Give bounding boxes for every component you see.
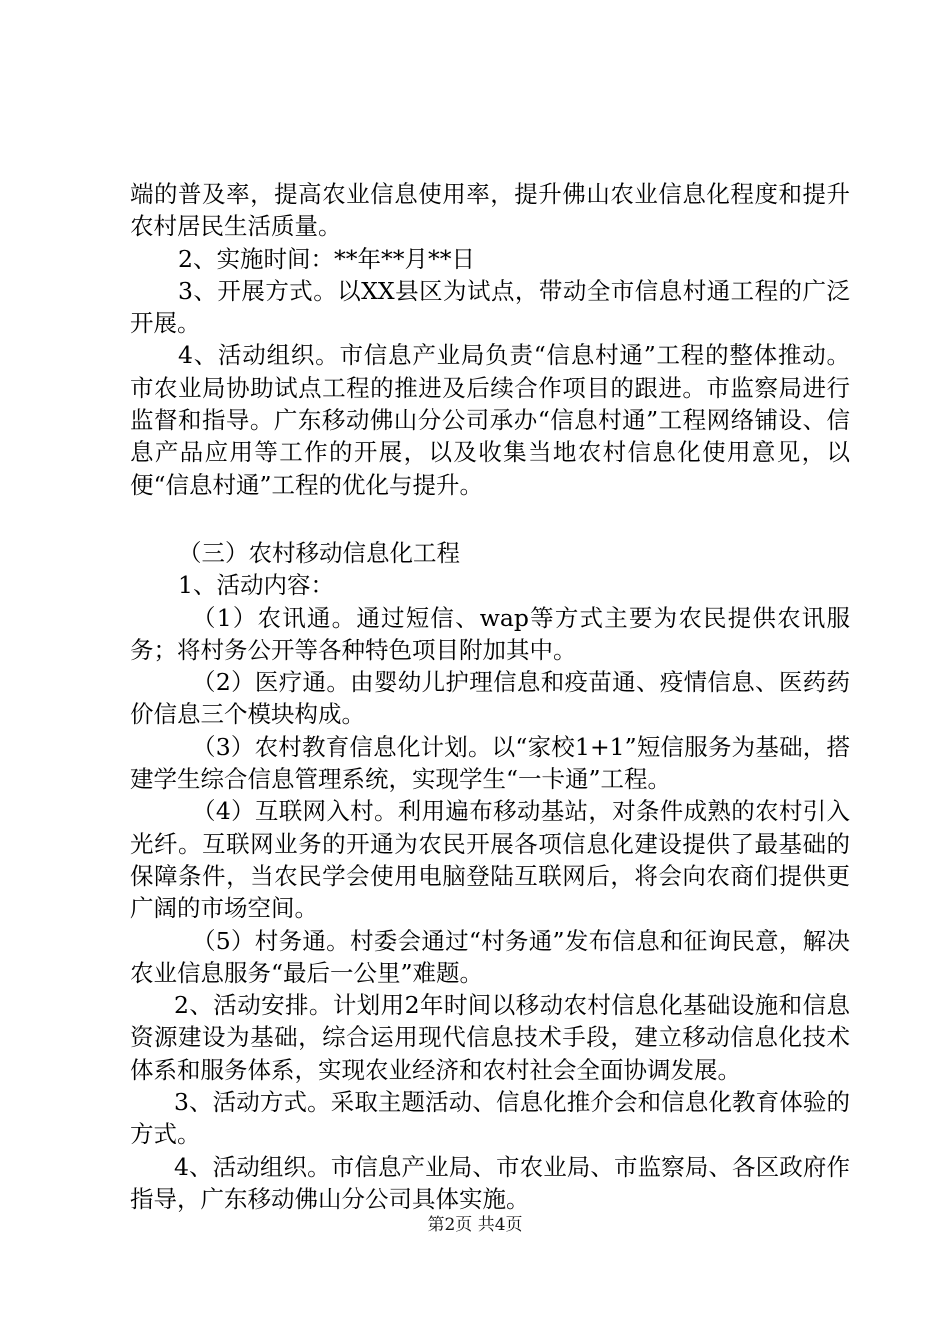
- page-number-footer: 第2页 共4页: [427, 1215, 523, 1235]
- paragraph-method: 3、开展方式。以XX县区为试点，带动全市信息村通工程的广泛开展。: [130, 276, 850, 338]
- paragraph-item-3: （3）农村教育信息化计划。以“家校1+1”短信服务为基础，搭建学生综合信息管理系统，实现学生“一卡通”工程。: [130, 732, 850, 794]
- paragraph-intro-continuation: 端的普及率，提高农业信息使用率，提升佛山农业信息化程度和提升农村居民生活质量。: [130, 180, 850, 241]
- paragraph-item-1: （1）农讯通。通过短信、wap等方式主要为农民提供农讯服务；将村务公开等各种特色项目附加其中。: [130, 603, 850, 664]
- paragraph-activity-organization: 4、活动组织。市信息产业局、市农业局、市监察局、各区政府作指导，广东移动佛山分公司具体实施。: [130, 1152, 850, 1213]
- document-body: [130, 178, 850, 1215]
- paragraph-activity-content: 1、活动内容：: [178, 571, 334, 600]
- paragraph-item-5: （5）村务通。村委会通过“村务通”发布信息和征询民意，解决农业信息服务“最后一公里”难题。: [130, 926, 850, 987]
- paragraph-item-4: （4）互联网入村。利用遍布移动基站，对条件成熟的农村引入光纤。互联网业务的开通为农民开展各项信息化建设提供了最基础的保障条件，当农民学会使用电脑登陆互联网后，将会向农商们提供更广阔的市场空间。: [130, 797, 850, 923]
- paragraph-activity-method: 3、活动方式。采取主题活动、信息化推介会和信息化教育体验的方式。: [130, 1088, 850, 1149]
- paragraph-activity-plan: 2、活动安排。计划用2年时间以移动农村信息化基础设施和信息资源建设为基础，综合运用现代信息技术手段，建立移动信息化技术体系和服务体系，实现农业经济和农村社会全面协调发展。: [130, 991, 850, 1084]
- paragraph-organization: 4、活动组织。市信息产业局负责“信息村通”工程的整体推动。市农业局协助试点工程的推进及后续合作项目的跟进。市监察局进行监督和指导。广东移动佛山分公司承办“信息村通”工程网络铺设、信息产品应用等工作的开展，以及收集当地农村信息化使用意见，以便“信息村通”工程的优化与提升。: [130, 341, 850, 499]
- paragraph-item-2: （2）医疗通。由婴幼儿护理信息和疫苗通、疫情信息、医药药价信息三个模块构成。: [130, 668, 850, 729]
- section-heading-rural-mobile: （三）农村移动信息化工程: [178, 538, 460, 567]
- paragraph-implementation-time: 2、实施时间：**年**月**日: [178, 244, 475, 273]
